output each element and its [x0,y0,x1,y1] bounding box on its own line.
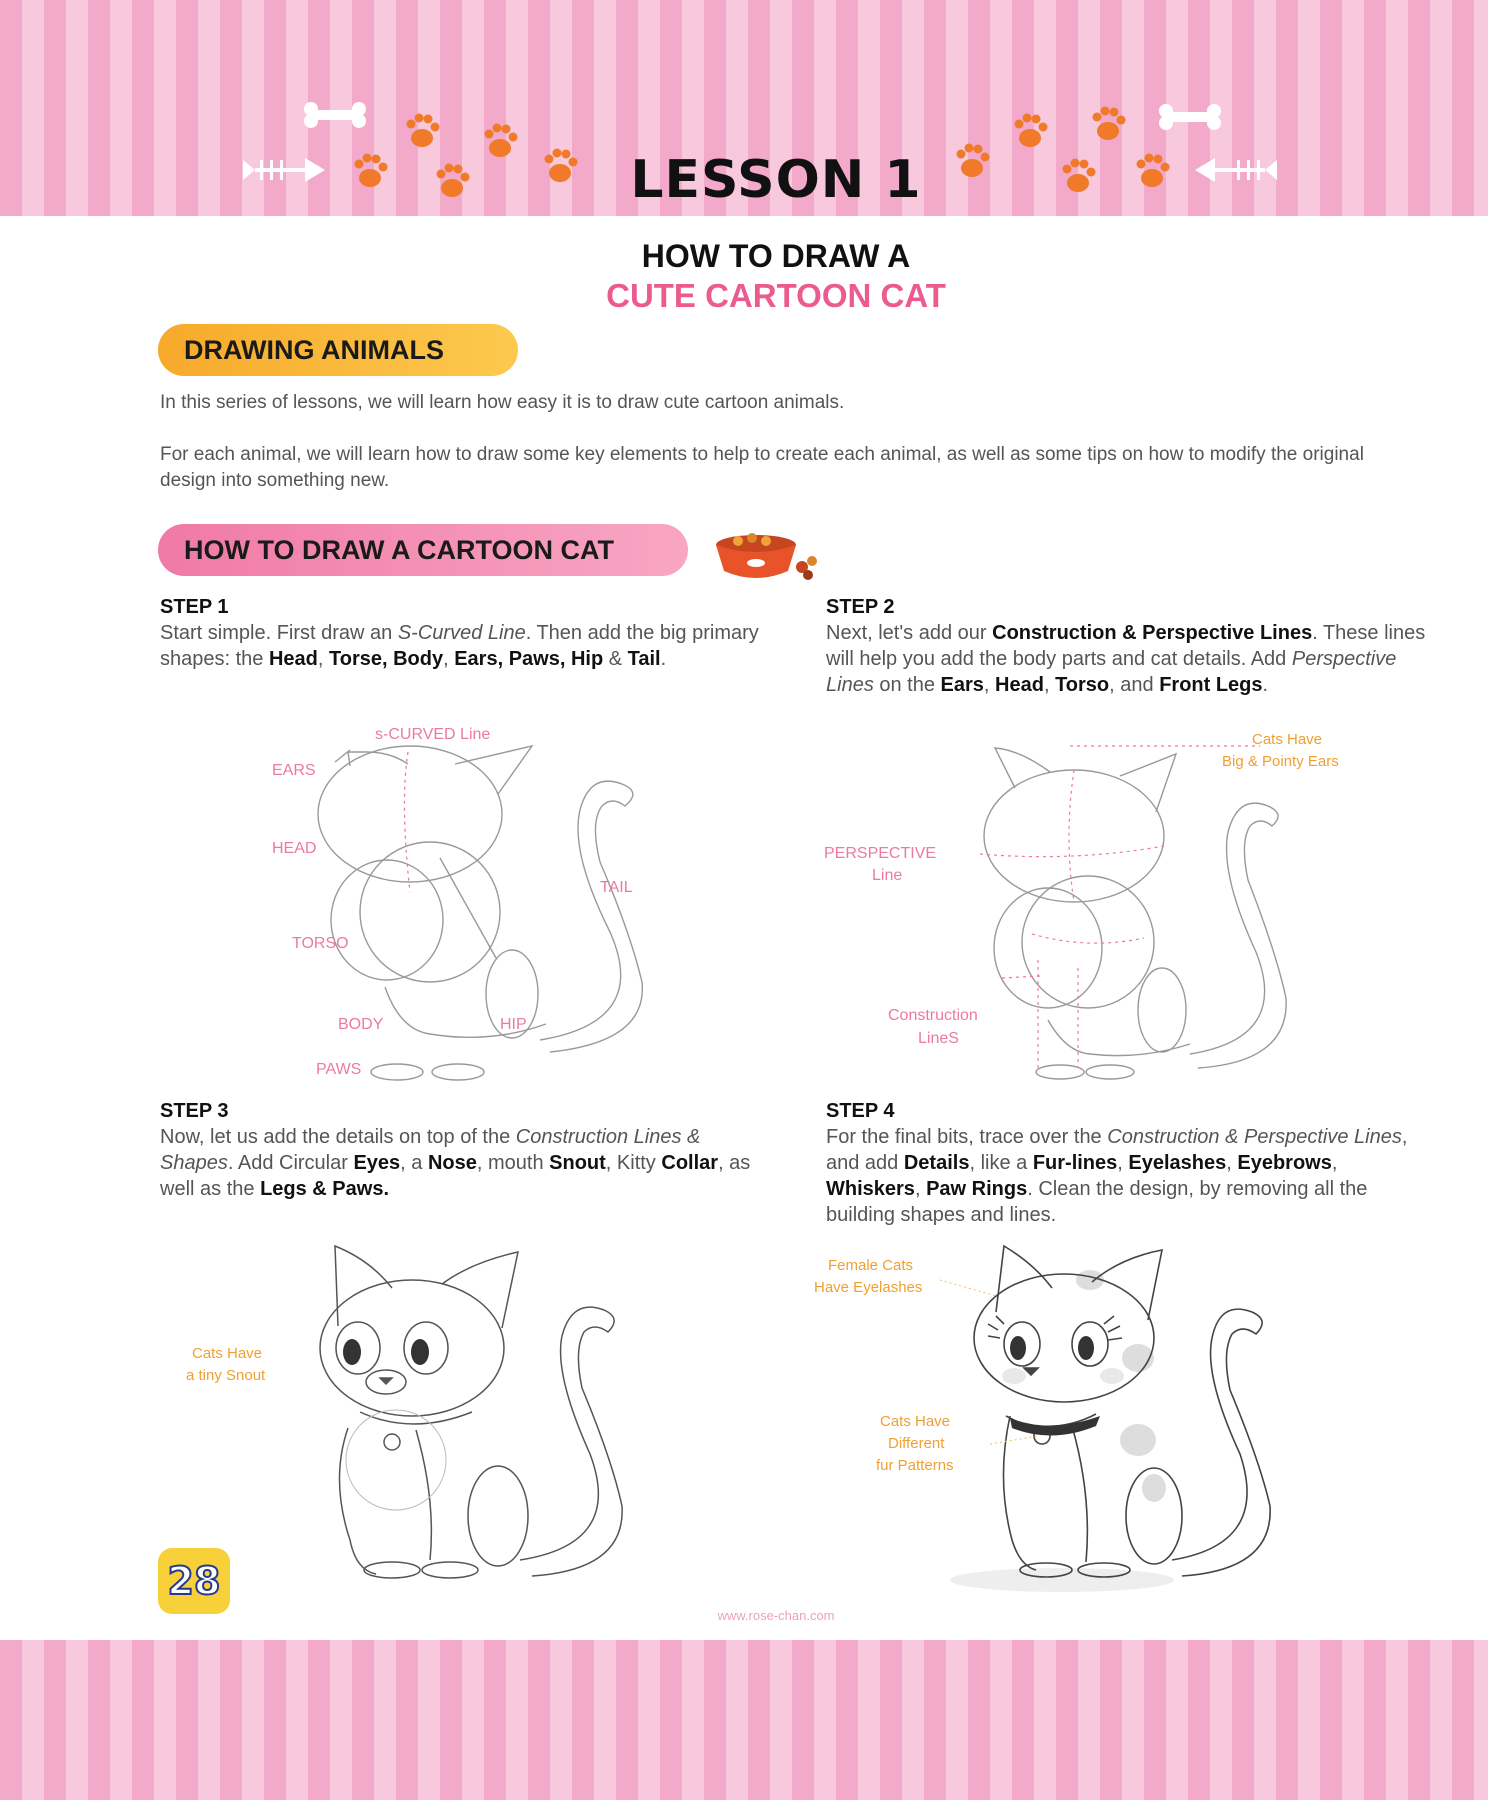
label-construction-2: LineS [918,1030,959,1047]
section-heading-draw-cat: HOW TO DRAW A CARTOON CAT [158,524,688,576]
paw-icon [1093,107,1126,141]
label-ears-note-1: Cats Have [1252,731,1323,748]
label-ears: EARS [272,762,316,779]
bone-icon [304,102,366,128]
label-lashes-1: Female Cats [828,1257,914,1274]
label-torso: TORSO [292,935,349,952]
label-ears-note-2: Big & Pointy Ears [1222,753,1339,770]
label-construction-1: Construction [888,1007,978,1024]
label-s-curved: s-CURVED Line [375,726,491,743]
footer-url[interactable]: www.rose-chan.com [717,1608,835,1623]
step-1-cat-sketch [250,722,670,1084]
lesson-title: LESSON 1 [630,150,922,210]
page-number-badge: 28 [158,1548,230,1614]
paw-icon [407,114,440,148]
step-3-title: STEP 3 [160,1100,229,1122]
label-head: HEAD [272,840,317,857]
label-pattern-3: fur Patterns [876,1457,954,1474]
subtitle-line-2: CUTE CARTOON CAT [606,277,946,314]
paw-icon [1015,114,1048,148]
section-heading-drawing-animals: DRAWING ANIMALS [158,324,518,376]
label-lashes-2: Have Eyelashes [814,1279,923,1296]
label-snout-1: Cats Have [192,1345,263,1362]
bone-icon [1159,104,1221,130]
label-perspective-2: Line [872,867,903,884]
step-1-title: STEP 1 [160,596,229,618]
step-4-cat-sketch [800,1240,1320,1600]
step-3-text: Now, let us add the details on top of the Construction Lines & Shapes. Add Circular Eyes, a Nose, mouth Snout, Kitty Collar, as well as the Legs & Paws. [160,1126,751,1200]
step-4-text: For the final bits, trace over the Construction & Perspective Lines, and add Details, like a Fur-lines, Eyelashes, Eyebrows, Whiskers, Paw Rings. Clean the design, by removing all the building shapes and lines. [826,1126,1408,1226]
label-pattern-1: Cats Have [880,1413,951,1430]
label-body: BODY [338,1016,384,1033]
step-1-text: Start simple. First draw an S-Curved Line. Then add the big primary shapes: the Head, Torse, Body, Ears, Paws, Hip & Tail. [160,622,759,670]
label-perspective-1: PERSPECTIVE [824,845,937,862]
label-tail: TAIL [600,879,633,896]
cat-food-bowl-icon [708,525,828,587]
label-hip: HIP [500,1016,527,1033]
label-pattern-2: Different [888,1435,945,1452]
footer-stripe-band [0,1640,1488,1800]
step-2-text: Next, let's add our Construction & Perspective Lines. These lines will help you add the body parts and cat details. Add Perspective Lines on the Ears, Head, Torso, and Front Legs. [826,622,1426,696]
intro-paragraph-1: In this series of lessons, we will learn how easy it is to draw cute cartoon animals. [160,392,845,413]
step-3-cat-sketch [180,1240,660,1600]
step-2-title: STEP 2 [826,596,895,618]
label-snout-2: a tiny Snout [186,1367,266,1384]
label-paws: PAWS [316,1061,362,1078]
step-4-title: STEP 4 [826,1100,895,1122]
intro-paragraph-2: For each animal, we will learn how to draw some key elements to help to create each animal, as well as some tips on how to modify the original design into something new. [160,444,1364,491]
step-2-cat-sketch [820,728,1380,1084]
subtitle-line-1: HOW TO DRAW A [641,238,911,274]
